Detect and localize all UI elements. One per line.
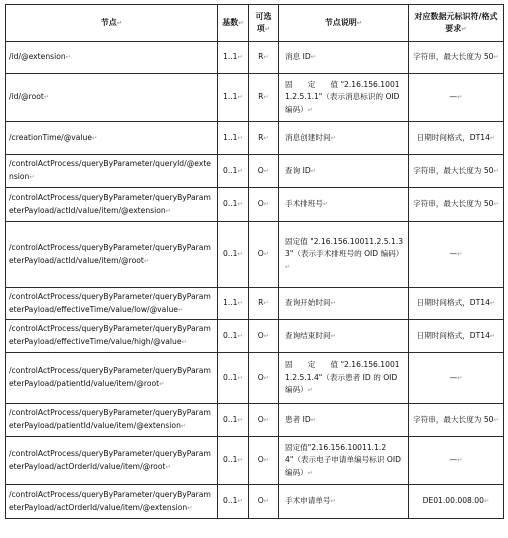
optional-cell: O↵ — [249, 353, 279, 404]
description-cell: 查询结束时间↵ — [279, 320, 409, 353]
optional-cell: O↵ — [249, 155, 279, 188]
spec-table — [5, 4, 504, 519]
cardinality-cell: 0..1↵ — [218, 222, 249, 288]
table-row — [6, 155, 504, 188]
cardinality-cell: 1..1↵ — [218, 288, 249, 320]
node-path-cell: /controlActProcess/queryByParameter/queryId/@extension↵ — [6, 155, 218, 188]
table-row — [6, 437, 504, 485]
node-path-cell: /controlActProcess/queryByParameter/queryByParameterPayload/effectiveTime/value/low/@value↵ — [6, 288, 218, 320]
optional-cell: O↵ — [249, 222, 279, 288]
cardinality-cell: 1..1↵ — [218, 42, 249, 74]
table-row — [6, 485, 504, 519]
description-cell: 固定值"2.16.156.10011.1.24"（表示电子申请单编号标识 OID 编码）↵ — [279, 437, 409, 485]
optional-cell: R↵ — [249, 288, 279, 320]
format-cell: 日期时间格式，DT14↵ — [409, 122, 504, 155]
node-path-cell: /controlActProcess/queryByParameter/queryByParameterPayload/actId/value/item/@root↵ — [6, 222, 218, 288]
node-path-cell: /controlActProcess/queryByParameter/queryByParameterPayload/actOrderId/value/item/@extension↵ — [6, 485, 218, 519]
node-path-cell: /controlActProcess/queryByParameter/queryByParameterPayload/patientId/value/item/@extension↵ — [6, 404, 218, 437]
node-path-cell: /controlActProcess/queryByParameter/queryByParameterPayload/patientId/value/item/@root↵ — [6, 353, 218, 404]
description-cell: 手术排班号↵ — [279, 188, 409, 222]
table-row — [6, 288, 504, 320]
optional-cell: O↵ — [249, 404, 279, 437]
description-cell: 手术申请单号↵ — [279, 485, 409, 519]
table-row — [6, 122, 504, 155]
node-path-cell: /id/@extension↵ — [6, 42, 218, 74]
node-path-cell: /creationTime/@value↵ — [6, 122, 218, 155]
table-row — [6, 222, 504, 288]
header-cardinality: 基数↵ — [218, 5, 249, 42]
node-path-cell: /controlActProcess/queryByParameter/queryByParameterPayload/effectiveTime/value/high/@value↵ — [6, 320, 218, 353]
cardinality-cell: 0..1↵ — [218, 485, 249, 519]
format-cell: 字符串，最大长度为 50↵ — [409, 42, 504, 74]
optional-cell: R↵ — [249, 122, 279, 155]
cardinality-cell: 1..1↵ — [218, 74, 249, 122]
format-cell: DE01.00.008.00↵ — [409, 485, 504, 519]
header-row — [6, 5, 504, 42]
format-cell: 字符串，最大长度为 50↵ — [409, 404, 504, 437]
table-row — [6, 74, 504, 122]
cardinality-cell: 0..1↵ — [218, 437, 249, 485]
table-row — [6, 353, 504, 404]
optional-cell: O↵ — [249, 437, 279, 485]
description-cell: 查询 ID↵ — [279, 155, 409, 188]
header-node: 节点↵ — [6, 5, 218, 42]
cardinality-cell: 0..1↵ — [218, 320, 249, 353]
cardinality-cell: 0..1↵ — [218, 353, 249, 404]
format-cell: —↵ — [409, 74, 504, 122]
description-cell: 消息 ID↵ — [279, 42, 409, 74]
node-path-cell: /controlActProcess/queryByParameter/queryByParameterPayload/actOrderId/value/item/@root↵ — [6, 437, 218, 485]
node-path-cell: /controlActProcess/queryByParameter/queryByParameterPayload/actId/value/item/@extension↵ — [6, 188, 218, 222]
format-cell: —↵ — [409, 353, 504, 404]
optional-cell: O↵ — [249, 320, 279, 353]
format-cell: 日期时间格式，DT14↵ — [409, 320, 504, 353]
format-cell: 字符串，最大长度为 50↵ — [409, 188, 504, 222]
table-row — [6, 320, 504, 353]
header-description: 节点说明↵ — [279, 5, 409, 42]
table-row — [6, 42, 504, 74]
format-cell: —↵ — [409, 437, 504, 485]
cardinality-cell: 0..1↵ — [218, 155, 249, 188]
optional-cell: O↵ — [249, 188, 279, 222]
description-cell: 患者 ID↵ — [279, 404, 409, 437]
cardinality-cell: 0..1↵ — [218, 188, 249, 222]
node-path-cell: /id/@root↵ — [6, 74, 218, 122]
cardinality-cell: 0..1↵ — [218, 404, 249, 437]
header-format: 对应数据元标识符/格式要求↵ — [409, 5, 504, 42]
description-cell: 固 定 值 "2.16.156.10011.2.5.1.4"（表示患者 ID 的 OID 编码）↵ — [279, 353, 409, 404]
optional-cell: R↵ — [249, 42, 279, 74]
description-cell: 消息创建时间↵ — [279, 122, 409, 155]
table-row — [6, 188, 504, 222]
header-optional: 可选项↵ — [249, 5, 279, 42]
optional-cell: O↵ — [249, 485, 279, 519]
description-cell: 固定值 "2.16.156.10011.2.5.1.33"（表示手术排班号的 OID 编码）↵ — [279, 222, 409, 288]
description-cell: 查询开始时间↵ — [279, 288, 409, 320]
cardinality-cell: 1..1↵ — [218, 122, 249, 155]
optional-cell: R↵ — [249, 74, 279, 122]
table-row — [6, 404, 504, 437]
description-cell: 固 定 值 "2.16.156.10011.2.5.1.1"（表示消息标识的 OID 编码）↵ — [279, 74, 409, 122]
format-cell: —↵ — [409, 222, 504, 288]
format-cell: 字符串，最大长度为 50↵ — [409, 155, 504, 188]
format-cell: 日期时间格式，DT14↵ — [409, 288, 504, 320]
